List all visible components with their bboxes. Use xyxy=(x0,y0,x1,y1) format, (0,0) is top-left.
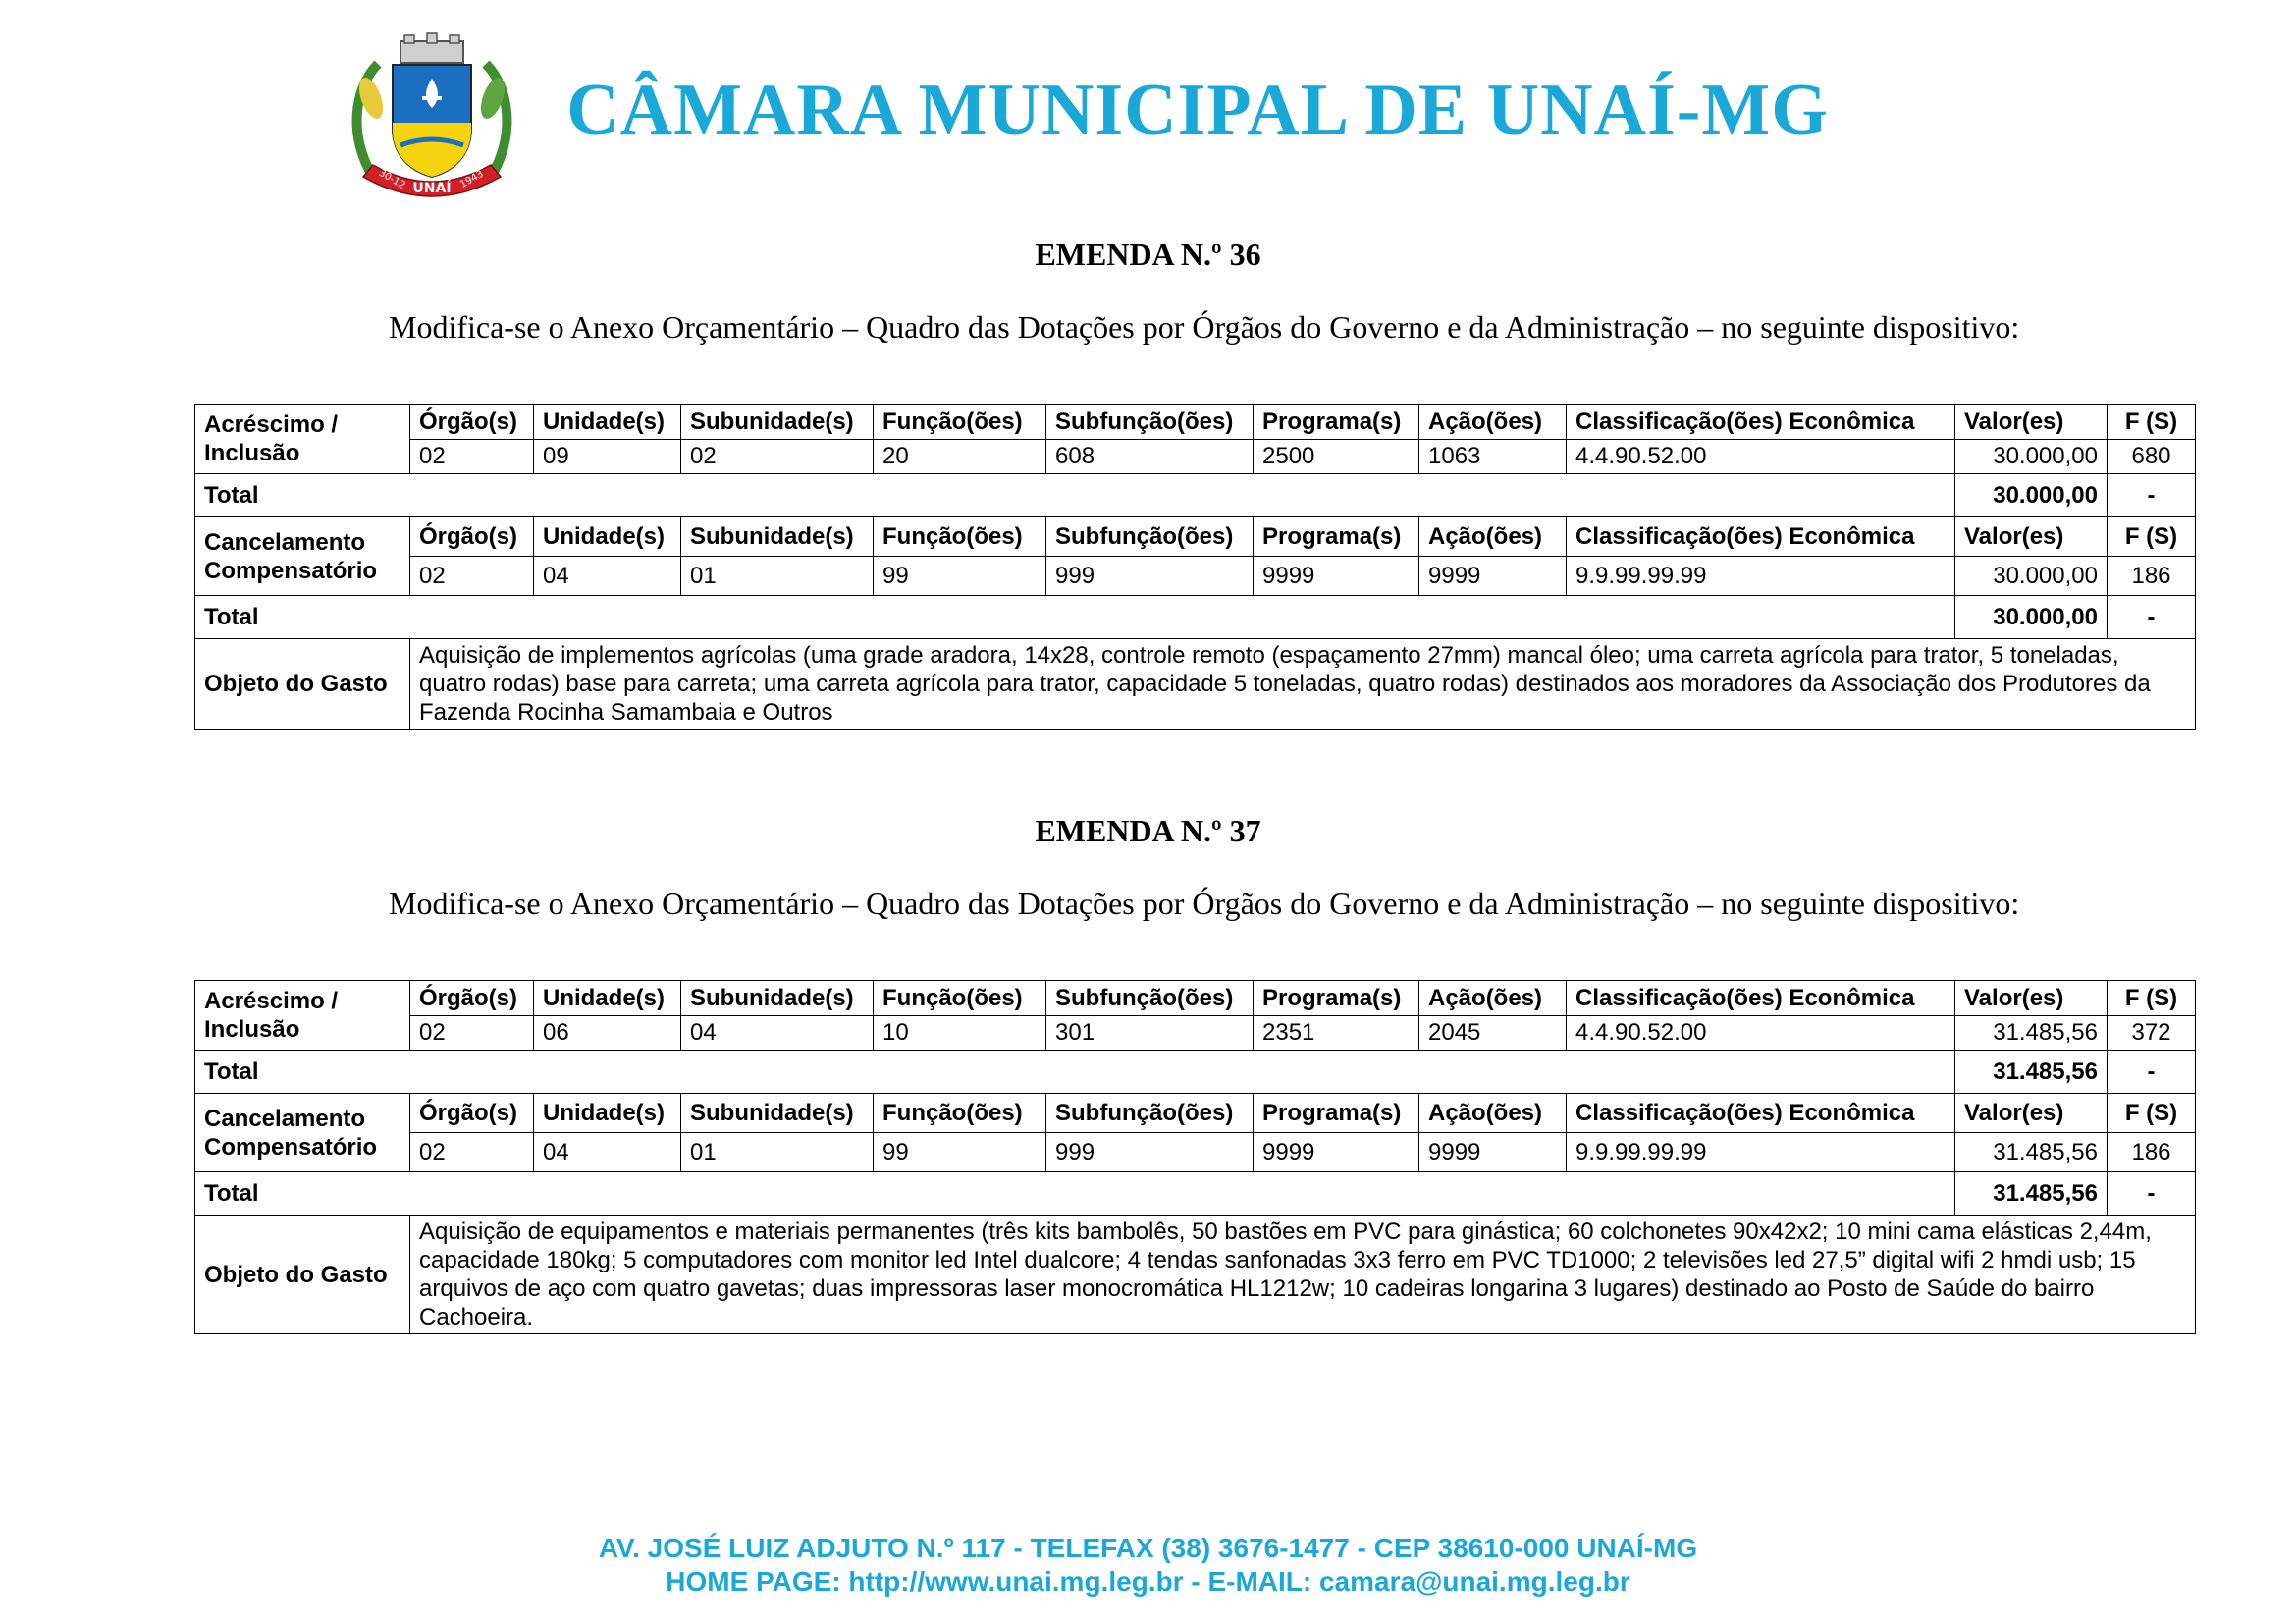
column-header: Função(ões) xyxy=(874,517,1046,557)
total-valor: 30.000,00 xyxy=(1955,474,2108,517)
cell-subfuncao: 301 xyxy=(1046,1016,1254,1051)
cell-orgao: 02 xyxy=(410,440,534,474)
column-header: Subunidade(s) xyxy=(681,1094,874,1133)
cell-fs: 186 xyxy=(2108,1133,2196,1172)
table-row xyxy=(195,1016,2196,1051)
column-header: F (S) xyxy=(2108,981,2196,1016)
total-fs: - xyxy=(2108,474,2196,517)
cell-funcao: 99 xyxy=(874,1133,1046,1172)
table-row xyxy=(195,440,2196,474)
column-header: Órgão(s) xyxy=(410,981,534,1016)
column-header: Valor(es) xyxy=(1955,405,2108,440)
column-header: Função(ões) xyxy=(874,405,1046,440)
column-header: Ação(ões) xyxy=(1419,981,1567,1016)
emenda-title: EMENDA N.º 36 xyxy=(1035,237,1261,272)
column-header: Função(ões) xyxy=(874,1094,1046,1133)
table-row xyxy=(195,981,2196,1016)
emenda-intro: Modifica-se o Anexo Orçamentário – Quadro das Dotações por Órgãos do Governo e da Administração – no seguinte dispositivo: xyxy=(389,886,2020,921)
column-header: Unidade(s) xyxy=(534,981,681,1016)
column-header: Órgão(s) xyxy=(410,1094,534,1133)
cell-classificacao: 4.4.90.52.00 xyxy=(1567,1016,1955,1051)
total-fs: - xyxy=(2108,1172,2196,1216)
column-header: Classificação(ões) Econômica xyxy=(1567,405,1955,440)
column-header: Classificação(ões) Econômica xyxy=(1567,1094,1955,1133)
column-header: Programa(s) xyxy=(1254,981,1419,1016)
emenda-section xyxy=(0,235,2296,274)
objeto-text: Aquisição de implementos agrícolas (uma grade aradora, 14x28, controle remoto (espaçamento 27mm) mancal óleo; uma carreta agrícola para trator, 5 toneladas, quatro rodas) base para carreta; uma carreta agrícola para trator, capacidade 5 toneladas, quatro rodas) destinados aos moradores da Associação dos Produtores da Fazenda Rocinha Samambaia e Outros xyxy=(410,639,2196,730)
column-header: F (S) xyxy=(2108,405,2196,440)
cell-acao: 9999 xyxy=(1419,1133,1567,1172)
total-valor: 31.485,56 xyxy=(1955,1051,2108,1094)
acrescimo-label: Acréscimo / Inclusão xyxy=(195,981,410,1051)
objeto-label: Objeto do Gasto xyxy=(195,1216,410,1334)
cell-classificacao: 9.9.99.99.99 xyxy=(1567,557,1955,596)
coat-of-arms-logo xyxy=(344,29,520,206)
column-header: Subunidade(s) xyxy=(681,517,874,557)
objeto-label: Objeto do Gasto xyxy=(195,639,410,730)
column-header: Programa(s) xyxy=(1254,517,1419,557)
cell-subfuncao: 999 xyxy=(1046,1133,1254,1172)
column-header: F (S) xyxy=(2108,1094,2196,1133)
cancelamento-label: Cancelamento Compensatório xyxy=(195,517,410,596)
objeto-row xyxy=(195,639,2196,730)
acrescimo-label: Acréscimo / Inclusão xyxy=(195,405,410,474)
cell-valor: 30.000,00 xyxy=(1955,440,2108,474)
cell-orgao: 02 xyxy=(410,1133,534,1172)
cell-funcao: 10 xyxy=(874,1016,1046,1051)
cell-fs: 680 xyxy=(2108,440,2196,474)
column-header: Unidade(s) xyxy=(534,1094,681,1133)
column-header: Valor(es) xyxy=(1955,981,2108,1016)
cell-orgao: 02 xyxy=(410,557,534,596)
cell-valor: 30.000,00 xyxy=(1955,557,2108,596)
column-header: F (S) xyxy=(2108,517,2196,557)
emenda-intro: Modifica-se o Anexo Orçamentário – Quadro das Dotações por Órgãos do Governo e da Administração – no seguinte dispositivo: xyxy=(389,309,2020,345)
cell-unidade: 04 xyxy=(534,557,681,596)
footer-contact: HOME PAGE: http://www.unai.mg.leg.br - E-MAIL: camara@unai.mg.leg.br xyxy=(666,1566,1630,1597)
emenda-section xyxy=(0,811,2296,850)
total-label: Total xyxy=(195,474,1955,517)
cell-subunidade: 01 xyxy=(681,557,874,596)
cell-fs: 372 xyxy=(2108,1016,2196,1051)
cell-orgao: 02 xyxy=(410,1016,534,1051)
table-row xyxy=(195,405,2196,440)
cell-unidade: 06 xyxy=(534,1016,681,1051)
cell-subfuncao: 608 xyxy=(1046,440,1254,474)
column-header: Programa(s) xyxy=(1254,1094,1419,1133)
svg-text:1943: 1943 xyxy=(457,168,486,190)
cell-fs: 186 xyxy=(2108,557,2196,596)
column-header: Ação(ões) xyxy=(1419,1094,1567,1133)
cell-acao: 1063 xyxy=(1419,440,1567,474)
cell-classificacao: 4.4.90.52.00 xyxy=(1567,440,1955,474)
cell-acao: 2045 xyxy=(1419,1016,1567,1051)
column-header: Ação(ões) xyxy=(1419,405,1567,440)
total-fs: - xyxy=(2108,1051,2196,1094)
cell-funcao: 99 xyxy=(874,557,1046,596)
total-label: Total xyxy=(195,1172,1955,1216)
column-header: Subfunção(ões) xyxy=(1046,1094,1254,1133)
footer-address: AV. JOSÉ LUIZ ADJUTO N.º 117 - TELEFAX (38) 3676-1477 - CEP 38610-000 UNAÍ-MG xyxy=(598,1533,1698,1563)
column-header: Subunidade(s) xyxy=(681,405,874,440)
cell-programa: 2351 xyxy=(1254,1016,1419,1051)
cell-subunidade: 04 xyxy=(681,1016,874,1051)
page-title: CÂMARA MUNICIPAL DE UNAÍ-MG xyxy=(566,70,1829,150)
column-header: Subfunção(ões) xyxy=(1046,517,1254,557)
column-header: Programa(s) xyxy=(1254,405,1419,440)
table-row xyxy=(195,517,2196,557)
total-fs: - xyxy=(2108,596,2196,639)
cell-programa: 2500 xyxy=(1254,440,1419,474)
cell-subunidade: 02 xyxy=(681,440,874,474)
total-valor: 31.485,56 xyxy=(1955,1172,2108,1216)
cell-unidade: 04 xyxy=(534,1133,681,1172)
total-label: Total xyxy=(195,1051,1955,1094)
emenda-title: EMENDA N.º 37 xyxy=(1035,813,1261,848)
cell-programa: 9999 xyxy=(1254,1133,1419,1172)
objeto-row xyxy=(195,1216,2196,1334)
column-header: Ação(ões) xyxy=(1419,517,1567,557)
cancelamento-label: Cancelamento Compensatório xyxy=(195,1094,410,1172)
total-row xyxy=(195,1051,2196,1094)
column-header: Subfunção(ões) xyxy=(1046,981,1254,1016)
dotacao-table xyxy=(194,404,2196,730)
total-row xyxy=(195,596,2196,639)
column-header: Unidade(s) xyxy=(534,517,681,557)
dotacao-table xyxy=(194,980,2196,1334)
total-row xyxy=(195,474,2196,517)
column-header: Unidade(s) xyxy=(534,405,681,440)
svg-text:UNAÍ: UNAÍ xyxy=(412,181,452,196)
column-header: Subunidade(s) xyxy=(681,981,874,1016)
table-row xyxy=(195,1133,2196,1172)
cell-funcao: 20 xyxy=(874,440,1046,474)
column-header: Classificação(ões) Econômica xyxy=(1567,981,1955,1016)
column-header: Valor(es) xyxy=(1955,517,2108,557)
column-header: Valor(es) xyxy=(1955,1094,2108,1133)
total-valor: 30.000,00 xyxy=(1955,596,2108,639)
cell-unidade: 09 xyxy=(534,440,681,474)
objeto-text: Aquisição de equipamentos e materiais permanentes (três kits bambolês, 50 bastões em PVC para ginástica; 60 colchonetes 90x42x2; 10 mini cama elásticas 2,44m, capacidade 180kg; 5 computadores com monitor led Intel dualcore; 4 tendas sanfonadas 3x3 ferro em PVC TD1000; 2 televisões led 27,5” digital wifi 2 hmdi usb; 15 arquivos de aço com quatro gavetas; duas impressoras laser monocromática HL1212w; 10 cadeiras longarina 3 lugares) destinado ao Posto de Saúde do bairro Cachoeira. xyxy=(410,1216,2196,1334)
cell-programa: 9999 xyxy=(1254,557,1419,596)
total-label: Total xyxy=(195,596,1955,639)
cell-valor: 31.485,56 xyxy=(1955,1133,2108,1172)
cell-subfuncao: 999 xyxy=(1046,557,1254,596)
column-header: Órgão(s) xyxy=(410,405,534,440)
cell-classificacao: 9.9.99.99.99 xyxy=(1567,1133,1955,1172)
cell-acao: 9999 xyxy=(1419,557,1567,596)
table-row xyxy=(195,557,2196,596)
svg-text:30-12: 30-12 xyxy=(376,167,407,191)
column-header: Órgão(s) xyxy=(410,517,534,557)
column-header: Subfunção(ões) xyxy=(1046,405,1254,440)
cell-subunidade: 01 xyxy=(681,1133,874,1172)
table-row xyxy=(195,1094,2196,1133)
cell-valor: 31.485,56 xyxy=(1955,1016,2108,1051)
column-header: Função(ões) xyxy=(874,981,1046,1016)
column-header: Classificação(ões) Econômica xyxy=(1567,517,1955,557)
total-row xyxy=(195,1172,2196,1216)
